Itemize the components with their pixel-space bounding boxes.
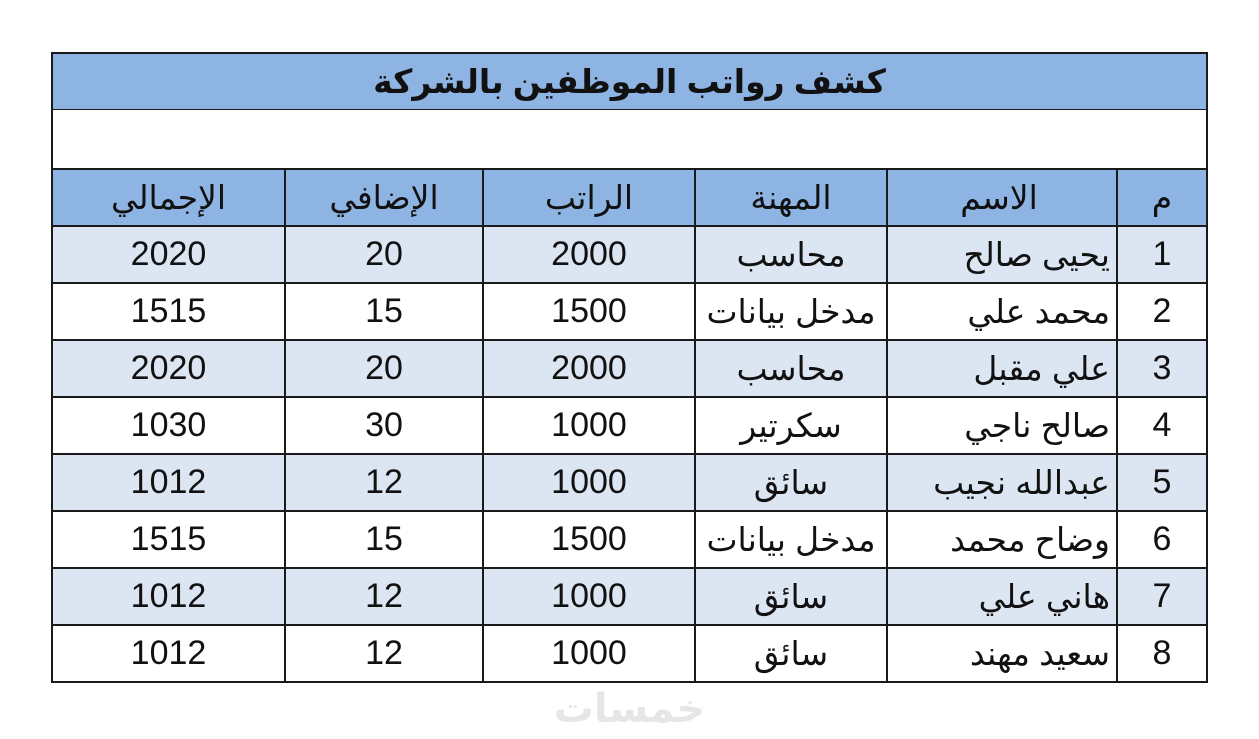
cell-num: 8 <box>1117 625 1206 681</box>
cell-num: 3 <box>1117 340 1206 397</box>
cell-job: محاسب <box>695 226 887 283</box>
cell-additional: 15 <box>285 511 483 568</box>
empty-row <box>53 110 1206 170</box>
payroll-table <box>53 170 1206 681</box>
table-row <box>53 568 1206 625</box>
cell-name: يحيى صالح <box>887 226 1117 283</box>
cell-job: سائق <box>695 454 887 511</box>
cell-salary: 1500 <box>483 511 695 568</box>
cell-additional: 12 <box>285 625 483 681</box>
cell-num: 4 <box>1117 397 1206 454</box>
cell-salary: 2000 <box>483 340 695 397</box>
cell-name: سعيد مهند <box>887 625 1117 681</box>
cell-job: مدخل بيانات <box>695 511 887 568</box>
col-header-additional: الإضافي <box>285 170 483 226</box>
col-header-total: الإجمالي <box>53 170 285 226</box>
col-header-num: م <box>1117 170 1206 226</box>
cell-additional: 20 <box>285 226 483 283</box>
cell-salary: 1000 <box>483 397 695 454</box>
cell-num: 1 <box>1117 226 1206 283</box>
cell-job: مدخل بيانات <box>695 283 887 340</box>
cell-additional: 20 <box>285 340 483 397</box>
table-row <box>53 625 1206 681</box>
sheet-title: كشف رواتب الموظفين بالشركة <box>53 54 1206 110</box>
cell-name: محمد علي <box>887 283 1117 340</box>
cell-job: سائق <box>695 625 887 681</box>
table-row <box>53 340 1206 397</box>
table-row <box>53 454 1206 511</box>
cell-job: سائق <box>695 568 887 625</box>
table-row <box>53 397 1206 454</box>
cell-name: علي مقبل <box>887 340 1117 397</box>
cell-total: 1012 <box>53 454 285 511</box>
table-row <box>53 226 1206 283</box>
cell-name: عبدالله نجيب <box>887 454 1117 511</box>
cell-salary: 2000 <box>483 226 695 283</box>
cell-salary: 1500 <box>483 283 695 340</box>
cell-additional: 12 <box>285 568 483 625</box>
cell-additional: 30 <box>285 397 483 454</box>
cell-name: هاني علي <box>887 568 1117 625</box>
cell-total: 1012 <box>53 568 285 625</box>
cell-name: وضاح محمد <box>887 511 1117 568</box>
cell-job: سكرتير <box>695 397 887 454</box>
cell-name: صالح ناجي <box>887 397 1117 454</box>
cell-num: 5 <box>1117 454 1206 511</box>
table-row <box>53 511 1206 568</box>
cell-additional: 12 <box>285 454 483 511</box>
col-header-name: الاسم <box>887 170 1117 226</box>
cell-total: 1012 <box>53 625 285 681</box>
cell-total: 1030 <box>53 397 285 454</box>
watermark-logo: خمسات <box>553 687 706 731</box>
cell-num: 7 <box>1117 568 1206 625</box>
cell-salary: 1000 <box>483 454 695 511</box>
table-row <box>53 283 1206 340</box>
col-header-salary: الراتب <box>483 170 695 226</box>
cell-job: محاسب <box>695 340 887 397</box>
cell-total: 1515 <box>53 511 285 568</box>
cell-total: 1515 <box>53 283 285 340</box>
cell-num: 2 <box>1117 283 1206 340</box>
cell-num: 6 <box>1117 511 1206 568</box>
payroll-sheet <box>51 52 1208 683</box>
col-header-job: المهنة <box>695 170 887 226</box>
cell-total: 2020 <box>53 226 285 283</box>
cell-salary: 1000 <box>483 568 695 625</box>
cell-additional: 15 <box>285 283 483 340</box>
cell-total: 2020 <box>53 340 285 397</box>
cell-salary: 1000 <box>483 625 695 681</box>
header-row <box>53 170 1206 226</box>
